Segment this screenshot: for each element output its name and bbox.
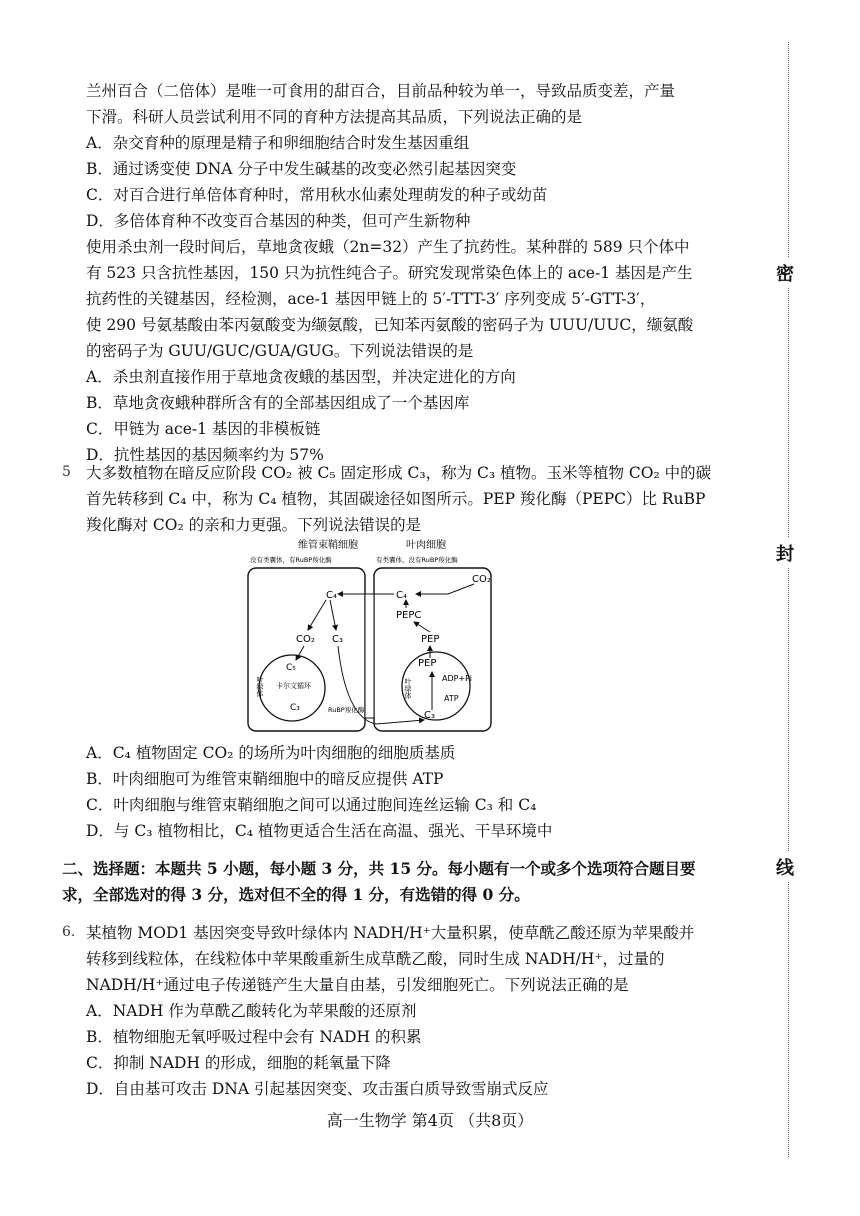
pep-to-pepc-arrow: [414, 622, 430, 632]
pep-inner-label: PEP: [418, 658, 437, 669]
c4-left-label: C₄: [326, 590, 337, 601]
side-mark-feng: 封: [776, 538, 794, 568]
binding-line: [788, 42, 789, 1157]
pep-top-label: PEP: [421, 634, 440, 645]
section-header-line: 二、选择题：本题共 5 小题，每小题 3 分，共 15 分。每小题有一个或多个选项符合题目要: [62, 859, 696, 878]
c3-cycle-label: C₃: [290, 703, 300, 713]
right-cell-note: 有类囊体，没有RuBP羧化酶: [376, 556, 458, 564]
side-mark-mi: 密: [776, 258, 794, 288]
option-b: B．通过诱变使 DNA 分子中发生碱基的改变必然引起基因突变: [86, 160, 517, 178]
atp-label: ATP: [444, 694, 459, 703]
left-cell-note: 没有类囊体，有RuBP羧化酶: [250, 556, 332, 564]
question-stem-line: 兰州百合（二倍体）是唯一可食用的甜百合，目前品种较为单一，导致品质变差，产量: [86, 82, 676, 100]
co2-entry-arrow: [416, 584, 474, 594]
option-d: D．多倍体育种不改变百合基因的种类，但可产生新物种: [86, 212, 471, 230]
option-c: C．甲链为 ace-1 基因的非模板链: [86, 420, 321, 438]
option-b: B．叶肉细胞可为维管束鞘细胞中的暗反应提供 ATP: [86, 770, 444, 788]
c3-left-label: C₃: [332, 634, 343, 645]
option-b: B．草地贪夜蛾种群所含有的全部基因组成了一个基因库: [86, 394, 470, 412]
question-stem-line: 的密码子为 GUU/GUC/GUA/GUG。下列说法错误的是: [86, 342, 474, 360]
co2-left-label: CO₂: [296, 634, 315, 645]
question-number: 5: [62, 464, 71, 480]
c4-right-label: C₄: [396, 590, 407, 601]
option-a: A．NADH 作为草酰乙酸转化为苹果酸的还原剂: [86, 1002, 417, 1020]
question-stem-line: 某植物 MOD1 基因突变导致叶绿体内 NADH/H⁺大量积累，使草酰乙酸还原为苹果酸并: [86, 924, 695, 942]
question-stem-line: 抗药性的关键基因，经检测，ace-1 基因甲链上的 5′-TTT-3′ 序列变成 5′-GTT-3′，: [86, 290, 656, 308]
section-header-line: 求，全部选对的得 3 分，选对但不全的得 1 分，有选错的得 0 分。: [62, 885, 530, 904]
c4-pathway-diagram: [246, 538, 496, 733]
right-chloroplast-label: 叶绿体: [404, 678, 412, 699]
adp-pi-label: ADP+Pi: [442, 674, 473, 683]
c4-to-c3-arrow: [330, 600, 336, 630]
plasmodesma-channel: [365, 594, 374, 718]
option-a: A．杂交育种的原理是精子和卵细胞结合时发生基因重组: [86, 134, 470, 152]
page-footer: 高一生物学 第4页 （共8页）: [326, 1111, 534, 1130]
option-b: B．植物细胞无氧呼吸过程中会有 NADH 的积累: [86, 1028, 422, 1046]
co2-into-cycle-arrow: [296, 646, 304, 660]
question-stem-line: 有 523 只含抗性基因，150 只为抗性纯合子。研究发现常染色体上的 ace-1 基因是产生: [86, 264, 693, 282]
question-stem-line: 使 290 号氨基酸由苯丙氨酸变为缬氨酸，已知苯丙氨酸的密码子为 UUU/UUC，缬氨酸: [86, 316, 694, 334]
calvin-cycle-label: 卡尔文循环: [276, 682, 311, 690]
pepc-label: PEPC: [396, 610, 422, 621]
option-a: A．杀虫剂直接作用于草地贪夜蛾的基因型，并决定进化的方向: [86, 368, 516, 386]
option-d: D．与 C₃ 植物相比，C₄ 植物更适合生活在高温、强光、干旱环境中: [86, 822, 553, 840]
c3-right-label: C₃: [424, 710, 435, 721]
right-cell-title: 叶肉细胞: [406, 540, 446, 551]
question-stem-line: 首先转移到 C₄ 中，称为 C₄ 植物，其固碳途径如图所示。PEP 羧化酶（PEPC）比 RuBP: [86, 490, 706, 508]
option-d: D．抗性基因的基因频率约为 57%: [86, 446, 324, 464]
left-chloroplast-label: 叶绿体: [256, 676, 264, 697]
option-d: D．自由基可攻击 DNA 引起基因突变、攻击蛋白质导致雪崩式反应: [86, 1080, 549, 1098]
rubp-carboxylase-label: RuBP羧化酶: [328, 706, 365, 714]
left-cell-title: 维管束鞘细胞: [298, 540, 358, 551]
option-c: C．抑制 NADH 的形成，细胞的耗氧量下降: [86, 1054, 391, 1072]
side-mark-xian: 线: [776, 852, 794, 882]
c4-to-co2-arrow: [308, 600, 326, 630]
c5-label: C₅: [286, 663, 296, 673]
question-stem-line: 羧化酶对 CO₂ 的亲和力更强。下列说法错误的是: [86, 516, 422, 534]
question-stem-line: NADH/H⁺通过电子传递链产生大量自由基，引发细胞死亡。下列说法正确的是: [86, 976, 629, 994]
option-a: A．C₄ 植物固定 CO₂ 的场所为叶肉细胞的细胞质基质: [86, 744, 456, 762]
question-stem-line: 大多数植物在暗反应阶段 CO₂ 被 C₅ 固定形成 C₃，称为 C₃ 植物。玉米等植物 CO₂ 中的碳: [86, 464, 712, 482]
co2-right-label: CO₂: [472, 574, 491, 585]
option-c: C．叶肉细胞与维管束鞘细胞之间可以通过胞间连丝运输 C₃ 和 C₄: [86, 796, 537, 814]
question-number: 6.: [62, 924, 76, 940]
question-stem-line: 下滑。科研人员尝试利用不同的育种方法提高其品质，下列说法正确的是: [86, 108, 583, 126]
option-c: C．对百合进行单倍体育种时，常用秋水仙素处理萌发的种子或幼苗: [86, 186, 548, 204]
question-stem-line: 转移到线粒体，在线粒体中苹果酸重新生成草酰乙酸，同时生成 NADH/H⁺，过量的: [86, 950, 665, 968]
question-stem-line: 使用杀虫剂一段时间后，草地贪夜蛾（2n=32）产生了抗药性。某种群的 589 只个体中: [86, 238, 690, 256]
